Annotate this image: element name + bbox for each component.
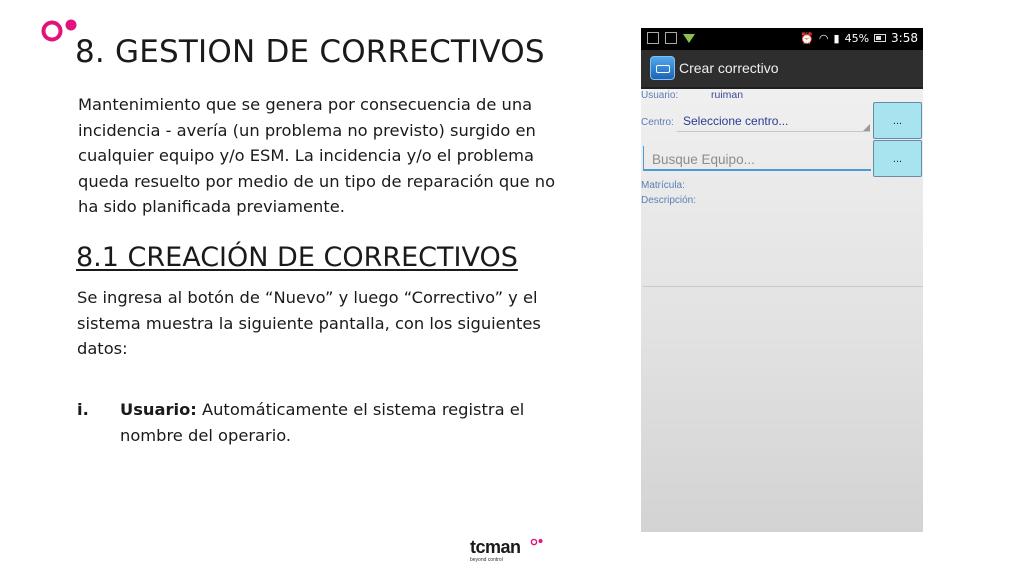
browse-equipo-button[interactable]: ... xyxy=(873,140,922,177)
download-icon xyxy=(683,34,695,43)
app-icon[interactable] xyxy=(650,56,675,80)
intro-paragraph: Mantenimiento que se genera por consecuencia de una incidencia - avería (un problema no previsto) surgido en cualquier equipo y/o ESM. La incidencia y/o el problema queda resuelto por medio de un tipo de reparación que no ha sido planificada previamente. xyxy=(78,95,556,216)
descripcion-label: Descripción: xyxy=(641,195,697,206)
usuario-value: ruiman xyxy=(711,89,744,101)
descripcion-textarea[interactable] xyxy=(643,214,923,287)
browse-centro-button[interactable]: ... xyxy=(873,102,922,139)
footer-brand: tcman xyxy=(470,537,521,557)
equipo-search-field[interactable] xyxy=(643,146,871,171)
dropdown-arrow-icon xyxy=(863,124,870,131)
list-item-description: Automáticamente el sistema registra el nombre del operario. xyxy=(120,400,525,445)
usuario-label: Usuario: xyxy=(641,90,679,101)
slide-title: 8. GESTION DE CORRECTIVOS xyxy=(75,34,545,70)
alarm-icon: ⏰ xyxy=(800,31,814,45)
centro-select-value: Seleccione centro... xyxy=(683,114,789,128)
phone-screenshot xyxy=(641,28,923,532)
wifi-icon: ◠ xyxy=(818,31,829,45)
list-item-text xyxy=(120,397,570,448)
centro-label: Centro: xyxy=(641,117,674,128)
section-title: 8.1 CREACIÓN DE CORRECTIVOS xyxy=(76,242,518,273)
image-icon xyxy=(665,32,677,44)
gallery-icon xyxy=(647,32,659,44)
action-bar xyxy=(641,50,923,89)
list-item-term: Usuario: xyxy=(120,400,197,419)
centro-select[interactable] xyxy=(677,112,870,132)
screen-title: Crear correctivo xyxy=(679,60,779,76)
matricula-label: Matrícula: xyxy=(641,180,685,191)
signal-icon: ▮ xyxy=(833,31,840,45)
footer-tagline: beyond control xyxy=(470,557,503,563)
battery-icon xyxy=(874,34,886,42)
section-description: Se ingresa al botón de “Nuevo” y luego “Correctivo” y el sistema muestra la siguiente pantalla, con los siguientes datos: xyxy=(77,288,541,358)
brand-circles-icon xyxy=(530,538,544,546)
list-item-number: i. xyxy=(77,400,89,419)
battery-percent: 45% xyxy=(844,31,870,45)
footer-logo xyxy=(470,537,521,563)
equipo-search-input[interactable] xyxy=(650,148,864,170)
clock: 3:58 xyxy=(891,31,918,45)
status-bar xyxy=(641,28,923,50)
